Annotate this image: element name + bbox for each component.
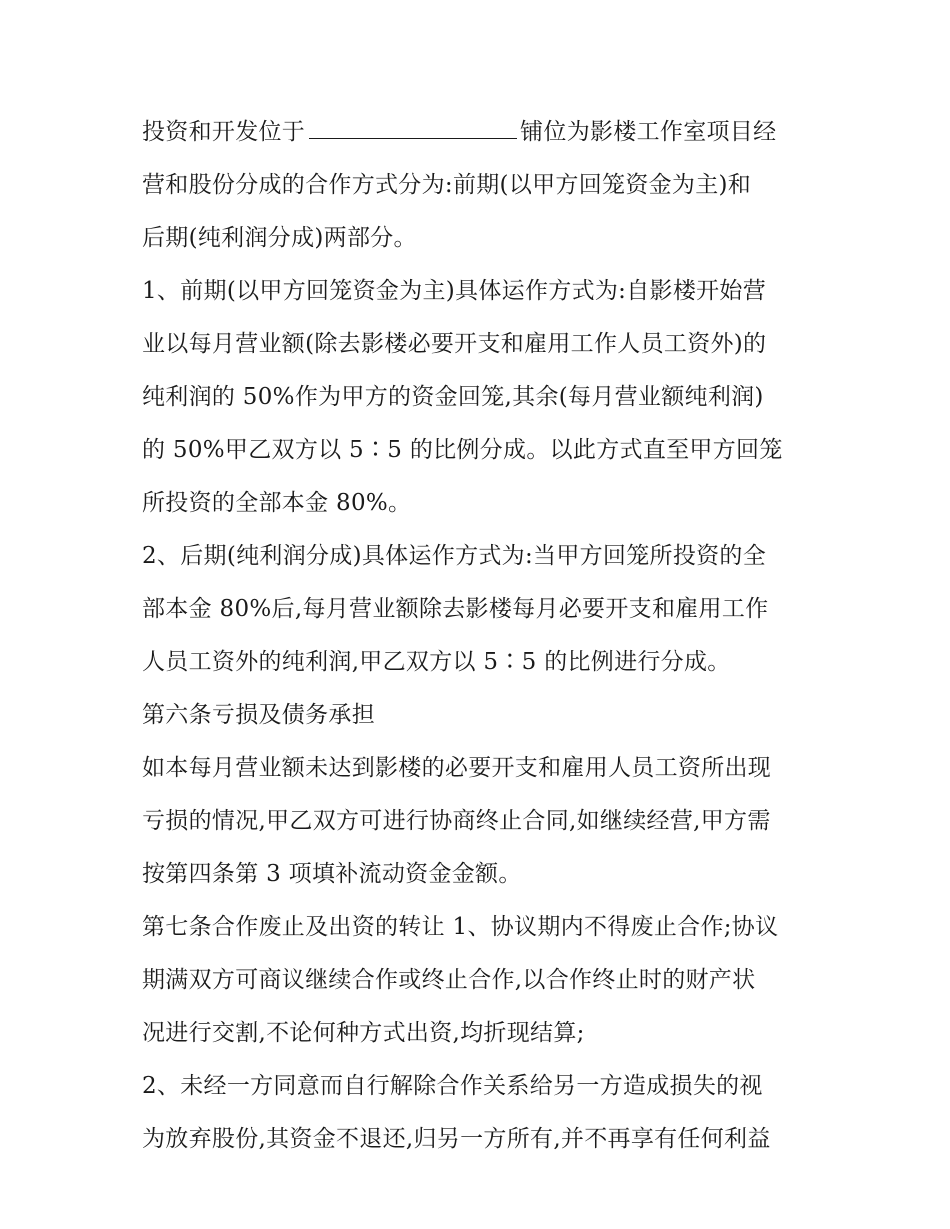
- text-line: 人员工资外的纯利润,甲乙双方以 5∶5 的比例进行分成。: [142, 649, 731, 675]
- text-line: 期满双方可商议继续合作或终止合作,以合作终止时的财产状: [142, 967, 756, 993]
- text-line: 1、前期(以甲方回笼资金为主)具体运作方式为:自影楼开始营: [142, 278, 767, 304]
- text-line: 2、未经一方同意而自行解除合作关系给另一方造成损失的视: [142, 1073, 763, 1099]
- text-segment: 铺位为影楼工作室项目经: [520, 119, 777, 145]
- text-line: 营和股份分成的合作方式分为:前期(以甲方回笼资金为主)和: [142, 172, 752, 198]
- text-line: 纯利润的 50%作为甲方的资金回笼,其余(每月营业额纯利润): [142, 384, 764, 410]
- section-heading: 第六条亏损及债务承担: [142, 702, 375, 728]
- text-line: 亏损的情况,甲乙双方可进行协商终止合同,如继续经营,甲方需: [142, 808, 771, 834]
- text-line: 后期(纯利润分成)两部分。: [142, 225, 417, 251]
- text-line: 按第四条第 3 项填补流动资金金额。: [142, 861, 522, 887]
- text-line: 况进行交割,不论何种方式出资,均折现结算;: [142, 1020, 585, 1046]
- text-line: 如本每月营业额未达到影楼的必要开支和雇用人员工资所出现: [142, 755, 772, 781]
- text-line: [142, 106, 822, 159]
- text-line: 第七条合作废止及出资的转让 1、协议期内不得废止合作;协议: [142, 914, 779, 940]
- fill-in-blank: [309, 118, 517, 139]
- text-line: 部本金 80%后,每月营业额除去影楼每月必要开支和雇用工作: [142, 596, 769, 622]
- text-line: 为放弃股份,其资金不退还,归另一方所有,并不再享有任何利益: [142, 1126, 771, 1152]
- text-line: 的 50%甲乙双方以 5∶5 的比例分成。以此方式直至甲方回笼: [142, 437, 783, 463]
- text-line: 2、后期(纯利润分成)具体运作方式为:当甲方回笼所投资的全: [142, 543, 767, 569]
- text-line: 业以每月营业额(除去影楼必要开支和雇用工作人员工资外)的: [142, 331, 767, 357]
- text-segment: 投资和开发位于: [142, 119, 306, 145]
- document-body: [142, 106, 822, 1166]
- text-line: 所投资的全部本金 80%。: [142, 490, 412, 516]
